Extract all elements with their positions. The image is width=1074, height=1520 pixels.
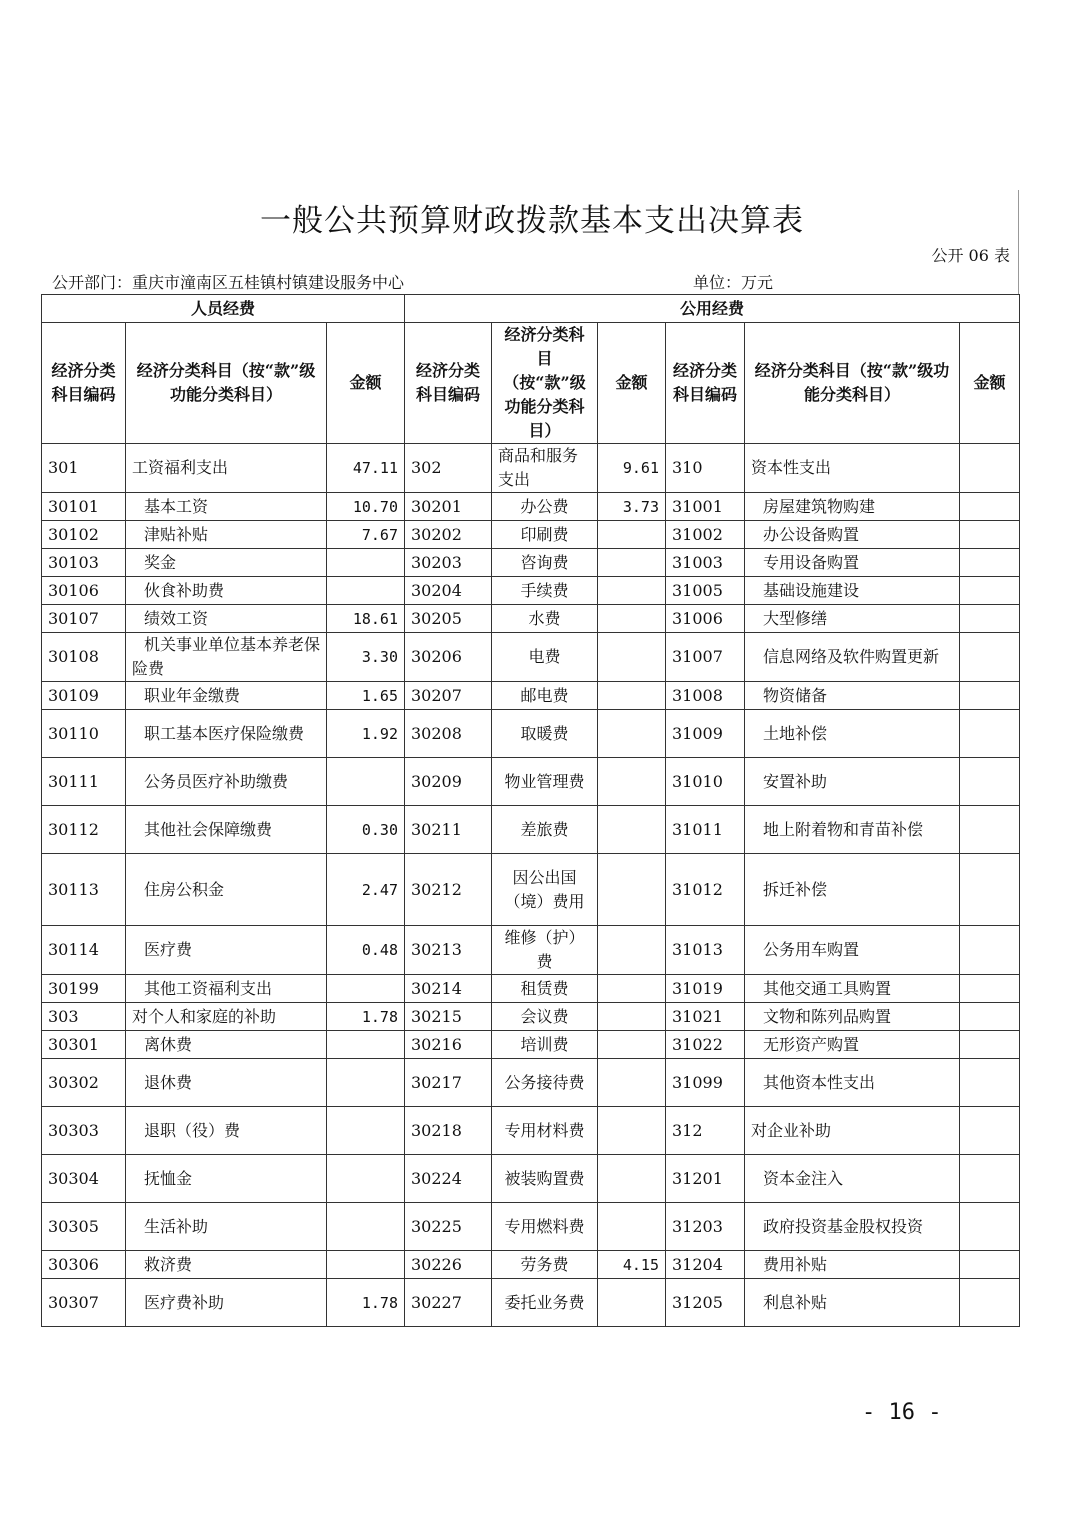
- amount-cell: [960, 633, 1020, 682]
- name-cell: 机关事业单位基本养老保险费: [126, 633, 327, 682]
- name-cell: 专用材料费: [492, 1107, 598, 1155]
- name-cell: 办公费: [492, 493, 598, 521]
- department-label: 公开部门：重庆市潼南区五桂镇村镇建设服务中心: [52, 273, 405, 292]
- name-cell: 取暖费: [492, 710, 598, 758]
- amount-cell: [598, 710, 666, 758]
- amount-cell: [598, 1107, 666, 1155]
- code-cell: 310: [666, 444, 745, 493]
- code-cell: 30218: [405, 1107, 492, 1155]
- code-cell: 31019: [666, 975, 745, 1003]
- code-cell: 30303: [42, 1107, 126, 1155]
- name-cell: 租赁费: [492, 975, 598, 1003]
- name-cell: 其他工资福利支出: [126, 975, 327, 1003]
- amount-cell: [327, 975, 405, 1003]
- code-cell: 30109: [42, 682, 126, 710]
- code-cell: 30226: [405, 1251, 492, 1279]
- name-cell: 委托业务费: [492, 1279, 598, 1327]
- amount-cell: 7.67: [327, 521, 405, 549]
- header-name: 经济分类科目（按“款”级功能分类科目）: [745, 323, 960, 444]
- amount-cell: [960, 493, 1020, 521]
- amount-cell: [960, 1031, 1020, 1059]
- name-cell: 水费: [492, 605, 598, 633]
- amount-cell: [598, 521, 666, 549]
- name-cell: 信息网络及软件购置更新: [745, 633, 960, 682]
- name-cell: 邮电费: [492, 682, 598, 710]
- name-cell: 奖金: [126, 549, 327, 577]
- amount-cell: [327, 1251, 405, 1279]
- code-cell: 30111: [42, 758, 126, 806]
- name-cell: 印刷费: [492, 521, 598, 549]
- table-row: [42, 521, 1020, 549]
- name-cell: 其他资本性支出: [745, 1059, 960, 1107]
- name-cell: 对企业补助: [745, 1107, 960, 1155]
- name-cell: 津贴补贴: [126, 521, 327, 549]
- amount-cell: [327, 758, 405, 806]
- name-cell: 维修（护）费: [492, 926, 598, 975]
- name-cell: 退职（役）费: [126, 1107, 327, 1155]
- amount-cell: [960, 521, 1020, 549]
- code-cell: 30108: [42, 633, 126, 682]
- name-cell: 资本性支出: [745, 444, 960, 493]
- table-row: [42, 710, 1020, 758]
- name-cell: 基本工资: [126, 493, 327, 521]
- code-cell: 301: [42, 444, 126, 493]
- amount-cell: [960, 605, 1020, 633]
- name-cell: 因公出国（境）费用: [492, 854, 598, 926]
- amount-cell: [960, 806, 1020, 854]
- amount-cell: [598, 758, 666, 806]
- amount-cell: [598, 926, 666, 975]
- name-cell: 工资福利支出: [126, 444, 327, 493]
- code-cell: 30107: [42, 605, 126, 633]
- section-personnel: 人员经费: [42, 295, 405, 323]
- amount-cell: [960, 682, 1020, 710]
- header-name: 经济分类科目（按“款”级功能分类科目）: [492, 323, 598, 444]
- code-cell: 302: [405, 444, 492, 493]
- amount-cell: [960, 1107, 1020, 1155]
- name-cell: 手续费: [492, 577, 598, 605]
- name-cell: 生活补助: [126, 1203, 327, 1251]
- amount-cell: 1.78: [327, 1003, 405, 1031]
- amount-cell: [960, 444, 1020, 493]
- code-cell: 31010: [666, 758, 745, 806]
- code-cell: 30113: [42, 854, 126, 926]
- code-cell: 30302: [42, 1059, 126, 1107]
- amount-cell: 3.73: [598, 493, 666, 521]
- name-cell: 费用补贴: [745, 1251, 960, 1279]
- code-cell: 312: [666, 1107, 745, 1155]
- name-cell: 电费: [492, 633, 598, 682]
- section-public: 公用经费: [405, 295, 1020, 323]
- amount-cell: [598, 1003, 666, 1031]
- name-cell: 医疗费: [126, 926, 327, 975]
- code-cell: 30208: [405, 710, 492, 758]
- code-cell: 30101: [42, 493, 126, 521]
- amount-cell: [960, 577, 1020, 605]
- amount-cell: [327, 1031, 405, 1059]
- code-cell: 30106: [42, 577, 126, 605]
- code-cell: 31009: [666, 710, 745, 758]
- name-cell: 资本金注入: [745, 1155, 960, 1203]
- amount-cell: [598, 854, 666, 926]
- name-cell: 基础设施建设: [745, 577, 960, 605]
- amount-cell: [960, 758, 1020, 806]
- code-cell: 30112: [42, 806, 126, 854]
- name-cell: 救济费: [126, 1251, 327, 1279]
- code-cell: 31012: [666, 854, 745, 926]
- amount-cell: [598, 1279, 666, 1327]
- header-code: 经济分类科目编码: [42, 323, 126, 444]
- code-cell: 30301: [42, 1031, 126, 1059]
- header-code: 经济分类科目编码: [666, 323, 745, 444]
- code-cell: 30214: [405, 975, 492, 1003]
- amount-cell: 47.11: [327, 444, 405, 493]
- table-row: [42, 758, 1020, 806]
- code-cell: 30203: [405, 549, 492, 577]
- unit-label: 单位：万元: [693, 273, 774, 292]
- table-row: [42, 1003, 1020, 1031]
- code-cell: 31203: [666, 1203, 745, 1251]
- code-cell: 31021: [666, 1003, 745, 1031]
- amount-cell: [960, 1251, 1020, 1279]
- amount-cell: [598, 1203, 666, 1251]
- code-cell: 31013: [666, 926, 745, 975]
- amount-cell: [327, 577, 405, 605]
- code-cell: 31002: [666, 521, 745, 549]
- page-number: - 16 -: [862, 1400, 942, 1425]
- amount-cell: [327, 549, 405, 577]
- code-cell: 31007: [666, 633, 745, 682]
- amount-cell: [598, 682, 666, 710]
- name-cell: 公务接待费: [492, 1059, 598, 1107]
- code-cell: 31204: [666, 1251, 745, 1279]
- name-cell: 医疗费补助: [126, 1279, 327, 1327]
- form-number: 公开 06 表: [931, 246, 1010, 265]
- table-row: [42, 605, 1020, 633]
- code-cell: 31201: [666, 1155, 745, 1203]
- amount-cell: [598, 577, 666, 605]
- name-cell: 土地补偿: [745, 710, 960, 758]
- amount-cell: [960, 710, 1020, 758]
- code-cell: 31099: [666, 1059, 745, 1107]
- table-row: [42, 682, 1020, 710]
- amount-cell: 1.78: [327, 1279, 405, 1327]
- amount-cell: [960, 854, 1020, 926]
- name-cell: 物资储备: [745, 682, 960, 710]
- table-row: [42, 1107, 1020, 1155]
- name-cell: 职工基本医疗保险缴费: [126, 710, 327, 758]
- code-cell: 30204: [405, 577, 492, 605]
- name-cell: 退休费: [126, 1059, 327, 1107]
- amount-cell: [327, 1155, 405, 1203]
- name-cell: 其他交通工具购置: [745, 975, 960, 1003]
- code-cell: 303: [42, 1003, 126, 1031]
- name-cell: 抚恤金: [126, 1155, 327, 1203]
- name-cell: 物业管理费: [492, 758, 598, 806]
- code-cell: 30217: [405, 1059, 492, 1107]
- code-cell: 30305: [42, 1203, 126, 1251]
- amount-cell: 0.48: [327, 926, 405, 975]
- table-row: [42, 926, 1020, 975]
- table-row: [42, 975, 1020, 1003]
- header-code: 经济分类科目编码: [405, 323, 492, 444]
- name-cell: 职业年金缴费: [126, 682, 327, 710]
- code-cell: 30216: [405, 1031, 492, 1059]
- code-cell: 30212: [405, 854, 492, 926]
- amount-cell: [960, 549, 1020, 577]
- table-row: [42, 549, 1020, 577]
- code-cell: 30307: [42, 1279, 126, 1327]
- amount-cell: [327, 1107, 405, 1155]
- name-cell: 无形资产购置: [745, 1031, 960, 1059]
- code-cell: 30304: [42, 1155, 126, 1203]
- code-cell: 30209: [405, 758, 492, 806]
- name-cell: 大型修缮: [745, 605, 960, 633]
- name-cell: 咨询费: [492, 549, 598, 577]
- code-cell: 31006: [666, 605, 745, 633]
- amount-cell: [598, 1059, 666, 1107]
- code-cell: 30213: [405, 926, 492, 975]
- name-cell: 培训费: [492, 1031, 598, 1059]
- table-row: [42, 1155, 1020, 1203]
- table-row: [42, 577, 1020, 605]
- table-row: [42, 1203, 1020, 1251]
- name-cell: 会议费: [492, 1003, 598, 1031]
- name-cell: 公务用车购置: [745, 926, 960, 975]
- name-cell: 房屋建筑物购建: [745, 493, 960, 521]
- header-amount: 金额: [960, 323, 1020, 444]
- name-cell: 专用燃料费: [492, 1203, 598, 1251]
- code-cell: 30102: [42, 521, 126, 549]
- table-row: [42, 1251, 1020, 1279]
- amount-cell: 1.65: [327, 682, 405, 710]
- name-cell: 劳务费: [492, 1251, 598, 1279]
- amount-cell: [960, 1155, 1020, 1203]
- code-cell: 31001: [666, 493, 745, 521]
- code-cell: 30205: [405, 605, 492, 633]
- amount-cell: [960, 1203, 1020, 1251]
- name-cell: 对个人和家庭的补助: [126, 1003, 327, 1031]
- code-cell: 30114: [42, 926, 126, 975]
- amount-cell: 18.61: [327, 605, 405, 633]
- name-cell: 安置补助: [745, 758, 960, 806]
- amount-cell: [598, 1031, 666, 1059]
- code-cell: 30103: [42, 549, 126, 577]
- amount-cell: [598, 806, 666, 854]
- name-cell: 差旅费: [492, 806, 598, 854]
- table-row: [42, 806, 1020, 854]
- code-cell: 31003: [666, 549, 745, 577]
- table-row: [42, 493, 1020, 521]
- amount-cell: [598, 549, 666, 577]
- name-cell: 地上附着物和青苗补偿: [745, 806, 960, 854]
- code-cell: 31205: [666, 1279, 745, 1327]
- code-cell: 30199: [42, 975, 126, 1003]
- amount-cell: [960, 1059, 1020, 1107]
- table-row: [42, 854, 1020, 926]
- code-cell: 30306: [42, 1251, 126, 1279]
- name-cell: 离休费: [126, 1031, 327, 1059]
- amount-cell: [327, 1203, 405, 1251]
- name-cell: 政府投资基金股权投资: [745, 1203, 960, 1251]
- code-cell: 30206: [405, 633, 492, 682]
- code-cell: 31005: [666, 577, 745, 605]
- name-cell: 被装购置费: [492, 1155, 598, 1203]
- table-row: [42, 444, 1020, 493]
- table-row: [42, 1059, 1020, 1107]
- name-cell: 专用设备购置: [745, 549, 960, 577]
- name-cell: 商品和服务支出: [492, 444, 598, 493]
- code-cell: 30202: [405, 521, 492, 549]
- code-cell: 31008: [666, 682, 745, 710]
- code-cell: 30110: [42, 710, 126, 758]
- expenditure-table: [41, 294, 1020, 1327]
- name-cell: 办公设备购置: [745, 521, 960, 549]
- name-cell: 绩效工资: [126, 605, 327, 633]
- name-cell: 伙食补助费: [126, 577, 327, 605]
- amount-cell: 9.61: [598, 444, 666, 493]
- name-cell: 住房公积金: [126, 854, 327, 926]
- name-cell: 其他社会保障缴费: [126, 806, 327, 854]
- amount-cell: 1.92: [327, 710, 405, 758]
- table-row: [42, 1279, 1020, 1327]
- amount-cell: [598, 1155, 666, 1203]
- amount-cell: [598, 975, 666, 1003]
- amount-cell: [598, 605, 666, 633]
- code-cell: 30225: [405, 1203, 492, 1251]
- code-cell: 30201: [405, 493, 492, 521]
- name-cell: 利息补贴: [745, 1279, 960, 1327]
- code-cell: 30207: [405, 682, 492, 710]
- amount-cell: 2.47: [327, 854, 405, 926]
- header-amount: 金额: [598, 323, 666, 444]
- code-cell: 30224: [405, 1155, 492, 1203]
- amount-cell: [598, 633, 666, 682]
- code-cell: 30227: [405, 1279, 492, 1327]
- code-cell: 31011: [666, 806, 745, 854]
- name-cell: 文物和陈列品购置: [745, 1003, 960, 1031]
- amount-cell: [960, 1003, 1020, 1031]
- amount-cell: 0.30: [327, 806, 405, 854]
- header-name: 经济分类科目（按“款”级功能分类科目）: [126, 323, 327, 444]
- amount-cell: 3.30: [327, 633, 405, 682]
- name-cell: 拆迁补偿: [745, 854, 960, 926]
- amount-cell: [960, 975, 1020, 1003]
- code-cell: 31022: [666, 1031, 745, 1059]
- header-amount: 金额: [327, 323, 405, 444]
- amount-cell: [960, 1279, 1020, 1327]
- name-cell: 公务员医疗补助缴费: [126, 758, 327, 806]
- page-title: 一般公共预算财政拨款基本支出决算表: [260, 203, 804, 239]
- table-row: [42, 1031, 1020, 1059]
- table-row: [42, 633, 1020, 682]
- amount-cell: 10.70: [327, 493, 405, 521]
- code-cell: 30211: [405, 806, 492, 854]
- amount-cell: [960, 926, 1020, 975]
- code-cell: 30215: [405, 1003, 492, 1031]
- amount-cell: 4.15: [598, 1251, 666, 1279]
- amount-cell: [327, 1059, 405, 1107]
